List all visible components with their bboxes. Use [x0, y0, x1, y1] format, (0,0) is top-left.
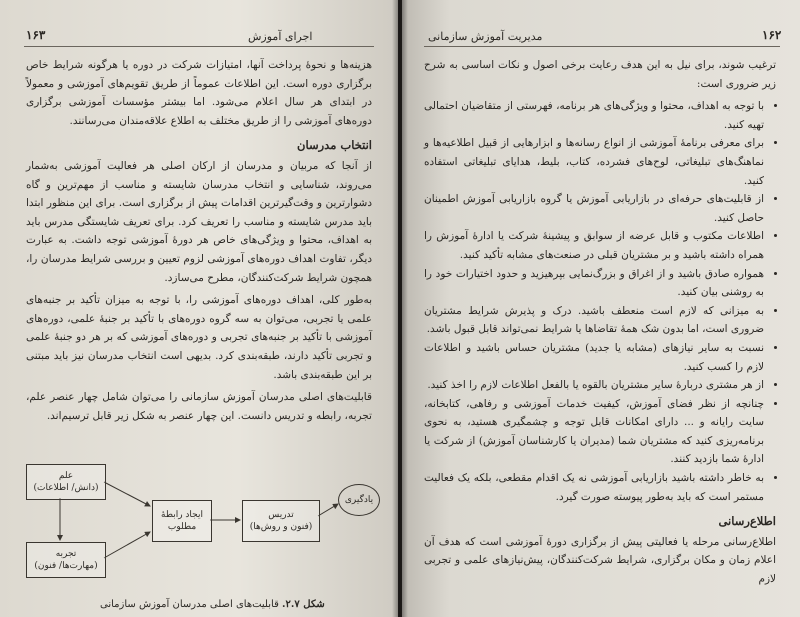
right-page [402, 0, 800, 617]
running-header: مدیریت آموزش سازمانی [428, 30, 543, 43]
caption-text: قابلیت‌های اصلی مدرسان آموزش سازمانی [100, 599, 279, 610]
running-header: اجرای آموزش [248, 30, 313, 43]
left-text-block [26, 56, 372, 429]
header-rule [424, 46, 780, 47]
list-item: • اطلاعات مکتوب و قابل عرضه از سوابق و پیشینهٔ شرکت یا ادارهٔ آموزش را همراه داشته باشید و بر مشتریان قبلی در صنعت‌های مشابه تأکید کنید. [424, 227, 764, 264]
box-teaching: تدریس (فنون و روش‌ها) [242, 500, 320, 542]
page-number: ۱۶۲ [762, 28, 782, 42]
list-item: • چنانچه از نظر فضای آموزش، کیفیت خدمات آموزشی و رفاهی، کتابخانه، سایت رایانه و ... دارای امکانات قابل توجه و چشمگیری هستید، به نحوی برنامه‌ریزی کنید که مشتریان شما (مدیران یا کارشناسان آموزش) از شرکت یا ادارهٔ شما بازدید کنند. [424, 395, 764, 469]
list-item: • از قابلیت‌های حرفه‌ای در بازاریابی آموزش یا گروه بازاریابی آموزش اطمینان حاصل کنید. [424, 190, 764, 227]
page-number: ۱۶۳ [26, 28, 46, 42]
bullet-list [424, 97, 776, 506]
circle-learning: یادگیری [338, 484, 380, 516]
header-rule [24, 46, 374, 47]
left-page [0, 0, 398, 617]
caption-label: شکل ۲.۷. [282, 599, 325, 610]
paragraph: از آنجا که مربیان و مدرسان از ارکان اصلی هر فعالیت آموزشی به‌شمار می‌روند، شناسایی و انتخاب مدرسان شایسته و مناسب از مهم‌ترین و گاه دشوارترین و وقت‌گیرترین اقدامات پیش از برگزاری است. برای این منظور ابتدا باید مدرس شایسته و مناسب را تعریف کرد. برای تعریف شایستگی مدرس باید به اهداف، محتوا و ویژگی‌های خاص هر دورهٔ آموزشی توجه داشت. به عبارت دیگر، تفاوت اهداف دوره‌های آموزشی لزوم تعیین و بررسی شرایط مدرسان را، همچون شرایط شرکت‌کنندگان، مطرح می‌سازد. [26, 159, 372, 284]
box-knowledge: علم (دانش/ اطلاعات) [26, 464, 106, 500]
list-item: • نسبت به سایر نیازهای (مشابه یا جدید) مشتریان حساس باشید و اطلاعات لازم را کسب کنید. [424, 339, 764, 376]
paragraph: به‌طور کلی، اهداف دوره‌های آموزشی را، با توجه به میزان تأکید بر جنبه‌های علمی یا تجربی، می‌توان به سه گروه دوره‌های با تأکید بر جنبهٔ علمی، دوره‌های آموزشی با تأکید بر جنبه‌های تجربی و دوره‌های آموزشی که بر هر دو جنبهٔ علمی و تجربی تأکید دارند، طبقه‌بندی کرد. بدیهی است انتخاب مدرسان نیز باید مبتنی بر این طبقه‌بندی باشد. [26, 294, 372, 381]
paragraph: قابلیت‌های اصلی مدرسان آموزش سازمانی را می‌توان شامل چهار عنصر علم، تجربه، رابطه و تدریس دانست. این چهار عنصر به شکل زیر قابل ترسیم‌اند. [26, 391, 372, 422]
figure-caption [100, 599, 325, 610]
list-item: • به خاطر داشته باشید بازاریابی آموزشی نه یک اقدام مقطعی، بلکه یک فعالیت مستمر است که باید به‌طور پیوسته صورت گیرد. [424, 469, 764, 506]
section-title: اطلاع‌رسانی [718, 514, 776, 529]
list-item: • همواره صادق باشید و از اغراق و بزرگ‌نمایی بپرهیزید و حدود اختیارات خود را به روشنی بیان کنید. [424, 265, 764, 302]
box-relation: ایجاد رابطهٔ مطلوب [152, 500, 212, 542]
list-item: • با توجه به اهداف، محتوا و ویژگی‌های هر برنامه، فهرستی از متقاضیان احتمالی تهیه کنید. [424, 97, 764, 134]
paragraph: ترغیب شوند، برای نیل به این هدف رعایت برخی اصول و نکات اساسی به شرح زیر ضروری است: [424, 59, 776, 90]
section-title: انتخاب مدرسان [297, 138, 372, 153]
list-item: • برای معرفی برنامهٔ آموزشی از انواع رسانه‌ها و ابزارهایی از قبیل اطلاعیه‌ها و نماهنگ‌های تبلیغاتی، لوح‌های فشرده، کتاب، بلیط، هدایای تبلیغاتی استفاده کنید. [424, 134, 764, 190]
list-item: • از هر مشتری دربارهٔ سایر مشتریان بالقوه یا بالفعل اطلاعات لازم را اخذ کنید. [424, 376, 764, 395]
right-text-block [424, 56, 776, 593]
paragraph: هزینه‌ها و نحوهٔ پرداخت آنها، امتیازات شرکت در دوره یا هرگونه شرایط خاص برگزاری دوره است. این اطلاعات عموماً از طریق تقویم‌های آموزشی و معمولاً در ابتدای هر سال اعلام می‌شود. اما بیشتر مؤسسات آموزشی برگزاری دوره‌های آموزشی را از طریق مختلف به اطلاع علاقه‌مندان می‌رسانند. [26, 59, 372, 127]
figure-diagram [20, 458, 380, 598]
paragraph: اطلاع‌رسانی مرحله یا فعالیتی پیش از برگزاری دورهٔ آموزشی است که هدف آن اعلام زمان و مکان برگزاری، شرایط شرکت‌کنندگان، پیش‌نیازهای علمی و تجربی لازم [424, 535, 776, 586]
list-item: • به میزانی که لازم است منعطف باشید. درک و پذیرش شرایط مشتریان ضروری است، اما بدون شک همهٔ تقاضاها یا شرایط نمی‌تواند قابل قبول باشد. [424, 302, 764, 339]
box-experience: تجربه (مهارت‌ها/ فنون) [26, 542, 106, 578]
book-gutter [392, 0, 408, 617]
